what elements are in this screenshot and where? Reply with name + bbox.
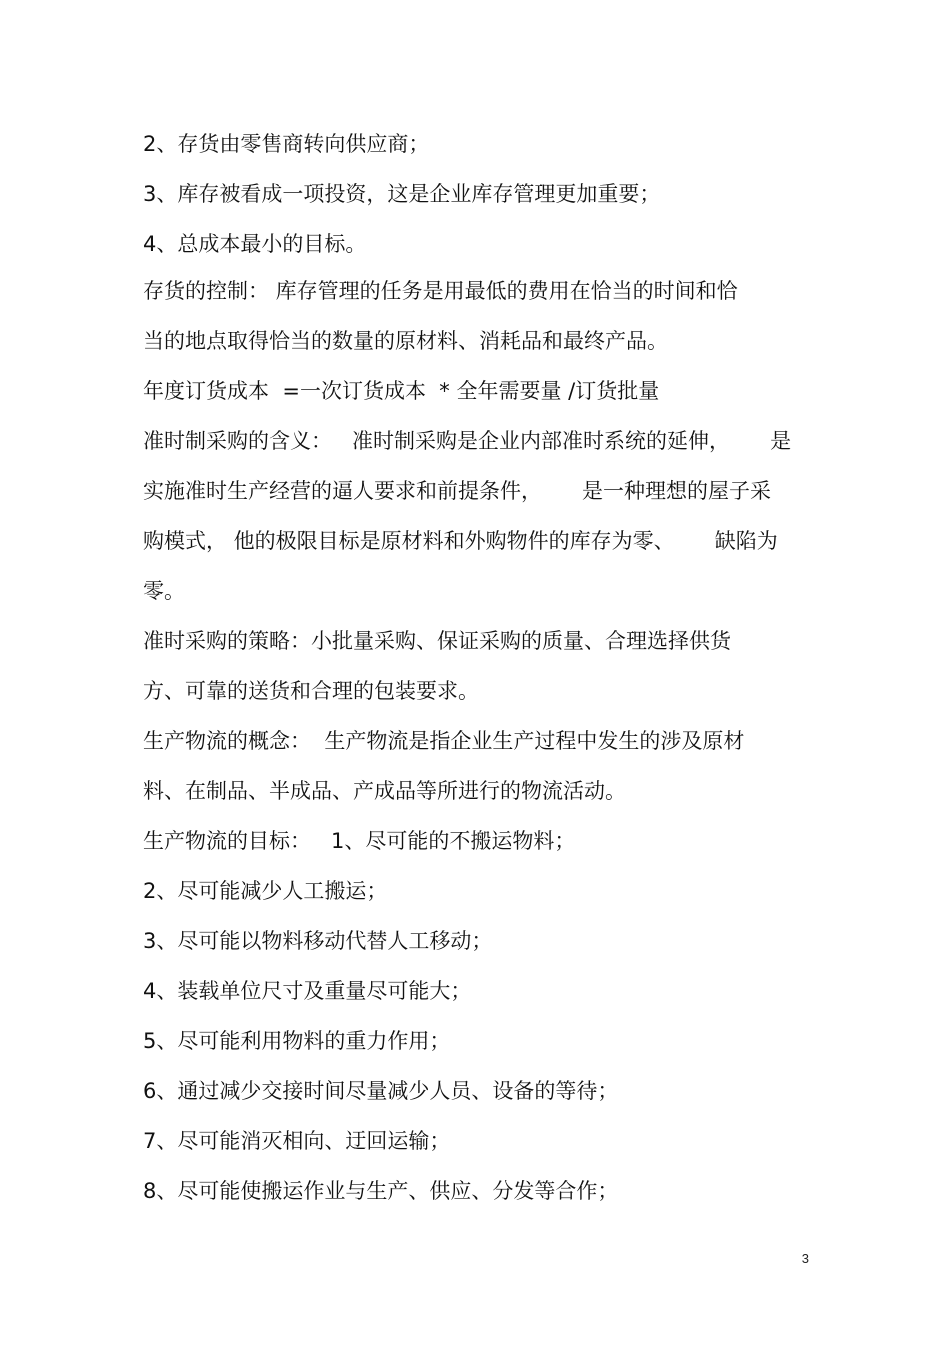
text-line: 生产物流的概念： 生产物流是指企业生产过程中发生的涉及原材 xyxy=(143,729,745,753)
text-line: 零。 xyxy=(143,579,185,603)
text-line: 准时制采购的含义： 准时制采购是企业内部准时系统的延伸， 是 xyxy=(143,429,792,453)
text-line: 7、尽可能消灭相向、迂回运输； xyxy=(143,1129,451,1153)
text-line: 实施准时生产经营的逼人要求和前提条件， 是一种理想的屋子采 xyxy=(143,479,772,503)
text-line: 存货的控制： 库存管理的任务是用最低的费用在恰当的时间和恰 xyxy=(143,279,738,303)
text-line: 当的地点取得恰当的数量的原材料、消耗品和最终产品。 xyxy=(143,329,668,353)
text-line: 3、尽可能以物料移动代替人工移动； xyxy=(143,929,493,953)
text-line: 生产物流的目标： 1、尽可能的不搬运物料； xyxy=(143,829,576,853)
page-number: 3 xyxy=(801,1251,809,1266)
text-line: 3、库存被看成一项投资，这是企业库存管理更加重要； xyxy=(143,182,661,206)
text-line: 8、尽可能使搬运作业与生产、供应、分发等合作； xyxy=(143,1179,619,1203)
text-line: 方、可靠的送货和合理的包装要求。 xyxy=(143,679,479,703)
text-line: 6、通过减少交接时间尽量减少人员、设备的等待； xyxy=(143,1079,619,1103)
text-line: 准时采购的策略：小批量采购、保证采购的质量、合理选择供货 xyxy=(143,629,731,653)
text-line: 5、尽可能利用物料的重力作用； xyxy=(143,1029,451,1053)
text-line: 2、存货由零售商转向供应商； xyxy=(143,132,430,156)
text-line: 4、总成本最小的目标。 xyxy=(143,232,367,256)
text-line: 2、尽可能减少人工搬运； xyxy=(143,879,388,903)
text-line: 料、在制品、半成品、产成品等所进行的物流活动。 xyxy=(143,779,626,803)
text-line: 4、装载单位尺寸及重量尽可能大； xyxy=(143,979,472,1003)
text-line: 年度订货成本 =一次订货成本 * 全年需要量 /订货批量 xyxy=(143,379,660,403)
text-line: 购模式， 他的极限目标是原材料和外购物件的库存为零、 缺陷为 xyxy=(143,529,778,553)
